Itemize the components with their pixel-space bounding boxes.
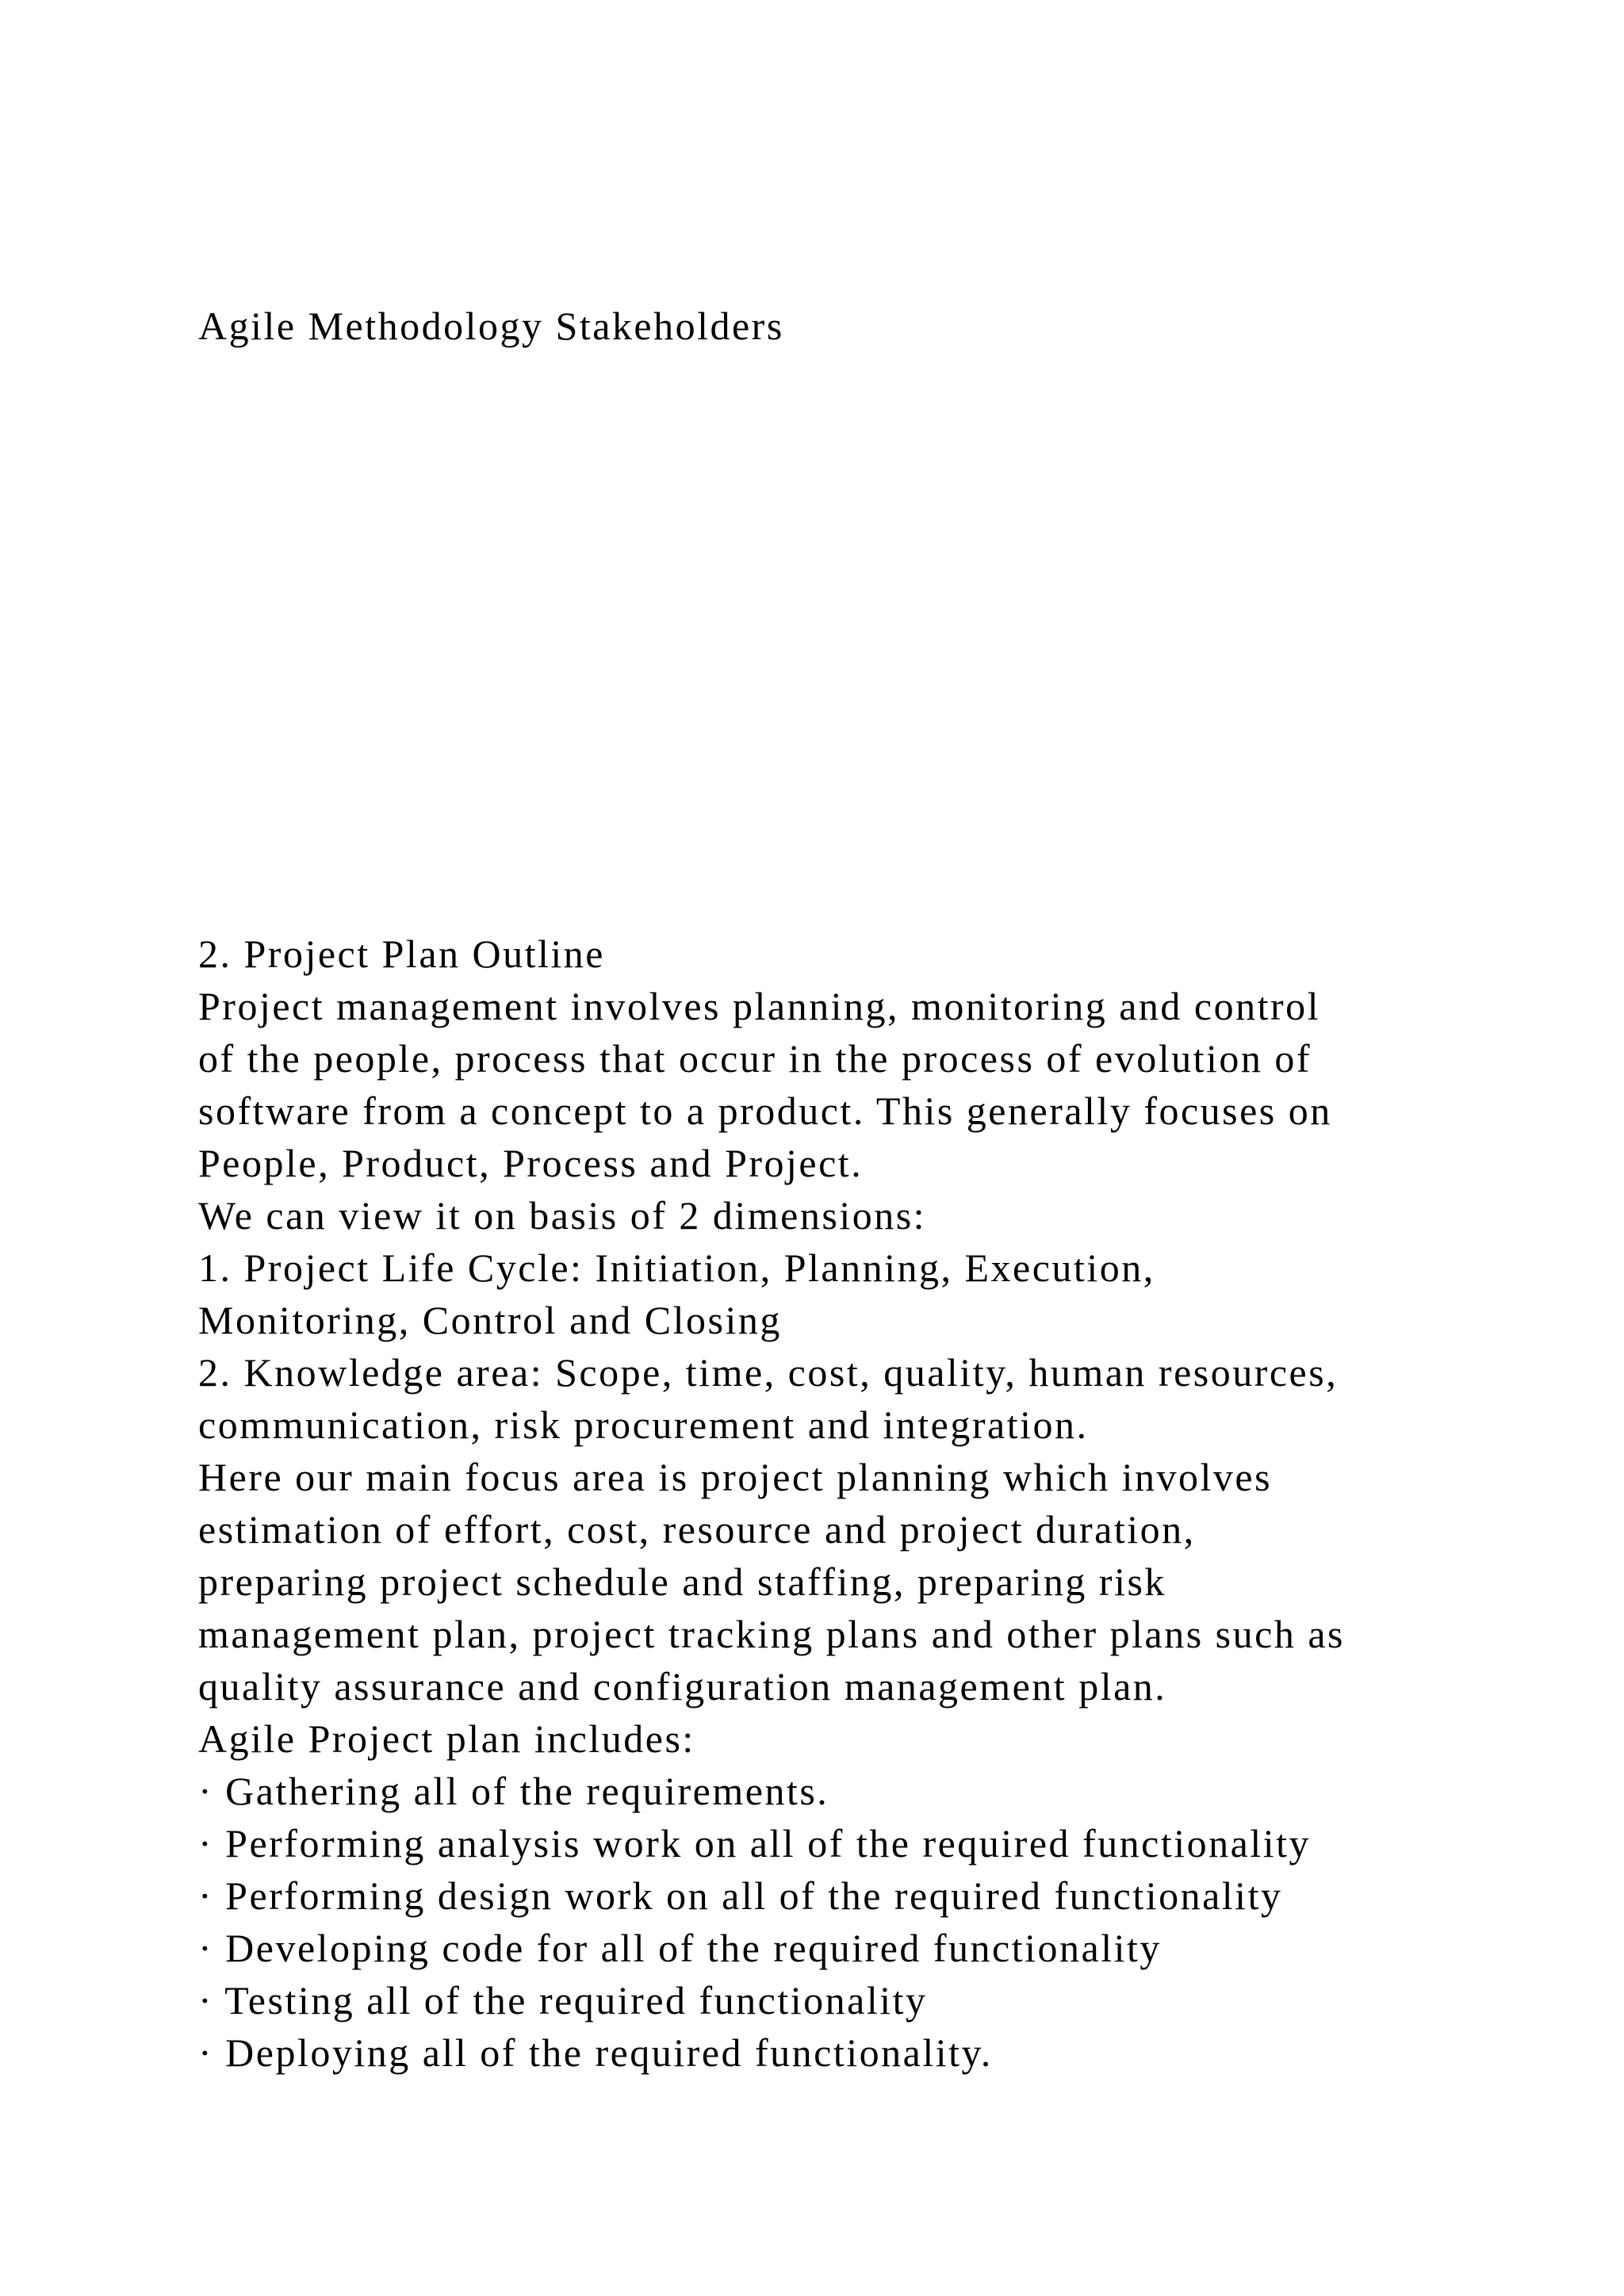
list-item: · Deploying all of the required functionality. bbox=[198, 2030, 993, 2075]
paragraph-line: 2. Knowledge area: Scope, time, cost, quality, human resources, bbox=[198, 1350, 1339, 1395]
section-heading: 2. Project Plan Outline bbox=[198, 932, 605, 976]
list-item: · Performing design work on all of the required functionality bbox=[198, 1873, 1283, 1918]
list-item: · Developing code for all of the required functionality bbox=[198, 1926, 1162, 1970]
paragraph-line: software from a concept to a product. This generally focuses on bbox=[198, 1089, 1332, 1133]
paragraph-line: 1. Project Life Cycle: Initiation, Planning, Execution, bbox=[198, 1246, 1155, 1290]
document-title: Agile Methodology Stakeholders bbox=[198, 304, 784, 348]
list-item: · Performing analysis work on all of the required functionality bbox=[198, 1821, 1312, 1866]
paragraph-line: People, Product, Process and Project. bbox=[198, 1141, 864, 1185]
paragraph-line: Here our main focus area is project planning which involves bbox=[198, 1455, 1273, 1499]
list-item: · Testing all of the required functionality bbox=[198, 1978, 928, 2022]
list-heading: Agile Project plan includes: bbox=[198, 1716, 695, 1761]
paragraph-line: estimation of effort, cost, resource and project duration, bbox=[198, 1507, 1196, 1552]
paragraph-line: preparing project schedule and staffing, preparing risk bbox=[198, 1559, 1166, 1604]
paragraph-line: management plan, project tracking plans and other plans such as bbox=[198, 1612, 1345, 1656]
paragraph-line: Project management involves planning, monitoring and control bbox=[198, 984, 1321, 1028]
list-item: · Gathering all of the requirements. bbox=[198, 1769, 829, 1813]
paragraph-line: communication, risk procurement and integration. bbox=[198, 1402, 1089, 1447]
paragraph-line: of the people, process that occur in the process of evolution of bbox=[198, 1036, 1312, 1081]
paragraph-line: Monitoring, Control and Closing bbox=[198, 1298, 782, 1342]
paragraph-line: We can view it on basis of 2 dimensions: bbox=[198, 1193, 927, 1238]
paragraph-line: quality assurance and configuration management plan. bbox=[198, 1664, 1167, 1709]
